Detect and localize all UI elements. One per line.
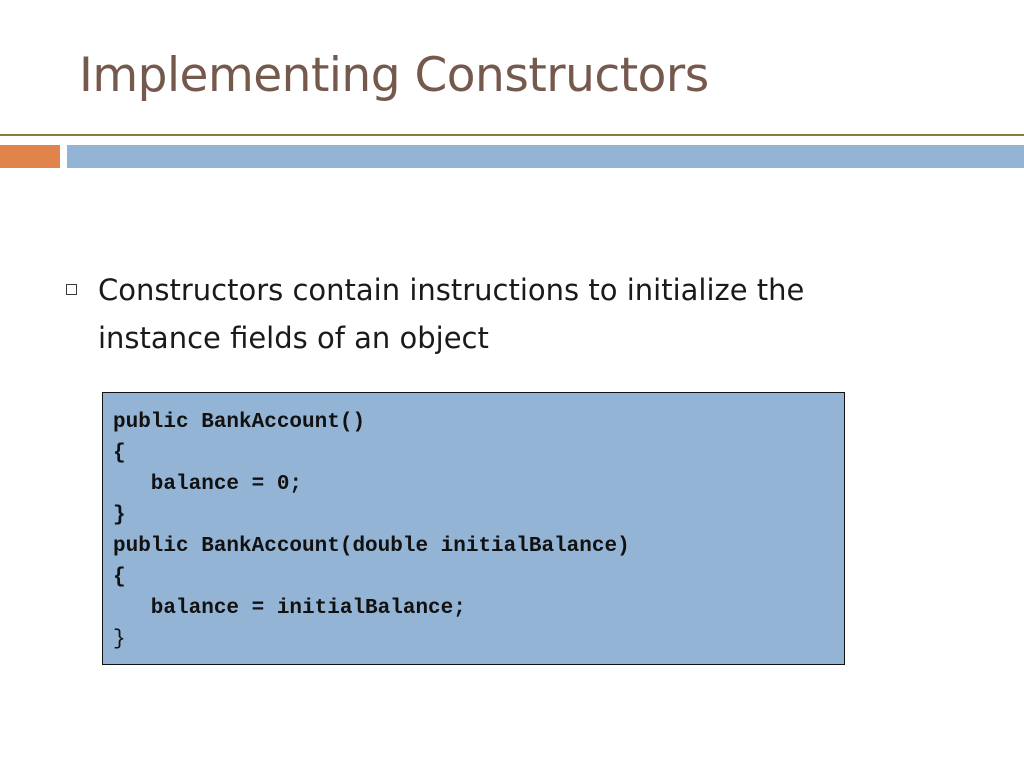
code-line: } <box>113 504 126 527</box>
code-line: public BankAccount(double initialBalance) <box>113 535 630 558</box>
code-line: { <box>113 442 126 465</box>
slide-title: Implementing Constructors <box>79 48 709 103</box>
code-block <box>102 392 845 665</box>
hollow-square-bullet-icon <box>66 284 77 295</box>
code-line: balance = 0; <box>113 473 303 496</box>
accent-bar-blue <box>67 145 1024 168</box>
code-line: } <box>113 628 126 651</box>
accent-bar-orange <box>0 145 60 168</box>
code-line: public BankAccount() <box>113 411 366 434</box>
title-underline-rule <box>0 134 1024 136</box>
code-line: { <box>113 566 126 589</box>
bullet-text: Constructors contain instructions to initialize the instance fields of an object <box>98 273 805 355</box>
code-line: balance = initialBalance; <box>113 597 466 620</box>
